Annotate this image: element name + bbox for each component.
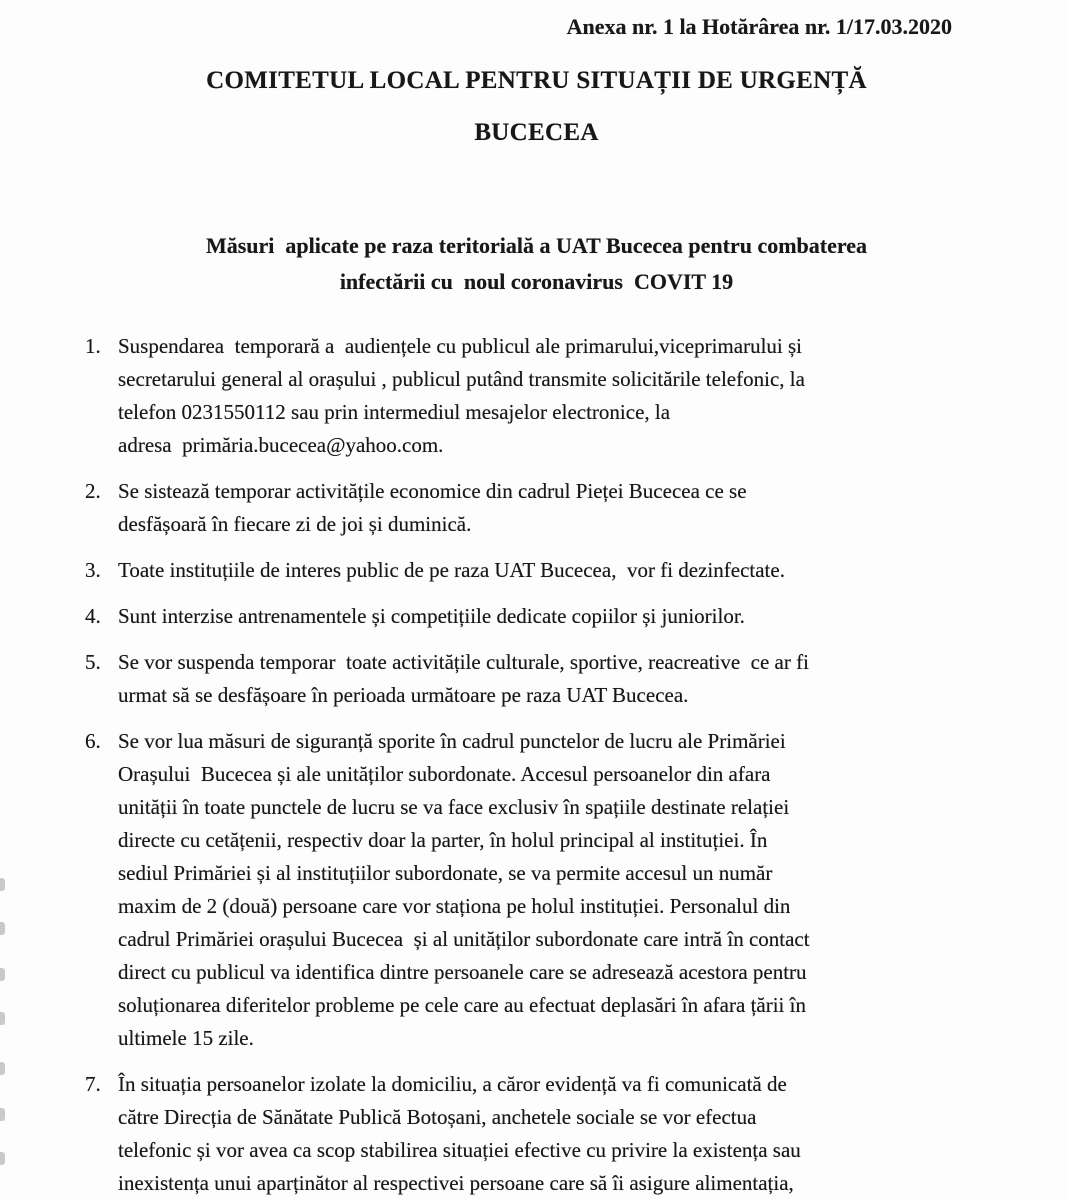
- list-item: [85, 475, 952, 541]
- item-number: 3.: [85, 558, 101, 582]
- item-text: [118, 554, 952, 587]
- item-text: [118, 725, 952, 1055]
- list-item: [85, 554, 952, 587]
- list-item: [85, 1068, 952, 1200]
- item-line: directe cu cetățenii, respectiv doar la parter, în holul principal al instituției. În: [118, 828, 768, 852]
- item-line: inexistența unui aparținător al respectivei persoane care să îi asigure alimentația,: [118, 1171, 794, 1195]
- measures-list: [85, 330, 952, 1200]
- item-line: direct cu publicul va identifica dintre persoanele care se adresează acestora pentru: [118, 960, 807, 984]
- item-text: [118, 646, 952, 712]
- subtitle-line-1: Măsuri aplicate pe raza teritorială a UAT Bucecea pentru combaterea: [205, 233, 868, 258]
- list-item: [85, 725, 952, 1055]
- scan-edge-artifacts: [0, 0, 8, 1200]
- item-line: cadrul Primăriei orașului Bucecea și al unităților subordonate care intră în contact: [118, 927, 810, 951]
- item-line: urmat să se desfășoare în perioada următoare pe raza UAT Bucecea.: [118, 683, 689, 707]
- item-number: 2.: [85, 479, 101, 503]
- item-number: 7.: [85, 1072, 101, 1096]
- item-line: soluționarea diferitelor probleme pe cele care au efectuat deplasări în afara țării în: [118, 993, 806, 1017]
- item-line: ultimele 15 zile.: [118, 1026, 254, 1050]
- item-text: [118, 330, 952, 462]
- item-text: [118, 475, 952, 541]
- item-number: 4.: [85, 604, 101, 628]
- item-line: telefonic și vor avea ca scop stabilirea situației efective cu privire la existența sau: [118, 1138, 801, 1162]
- list-item: [85, 600, 952, 633]
- list-item: [85, 330, 952, 462]
- item-number: 5.: [85, 650, 101, 674]
- measures-subtitle: [85, 228, 952, 300]
- subtitle-line-2: infectării cu noul coronavirus COVIT 19: [339, 269, 734, 294]
- item-number: 1.: [85, 334, 101, 358]
- item-line: către Direcția de Sănătate Publică Botoșani, anchetele sociale se vor efectua: [118, 1105, 757, 1129]
- item-line: telefon 0231550112 sau prin intermediul mesajelor electronice, la: [118, 400, 671, 424]
- item-line: adresa primăria.bucecea@yahoo.com.: [118, 433, 444, 457]
- item-line: În situația persoanelor izolate la domiciliu, a căror evidență va fi comunicată de: [118, 1072, 787, 1096]
- item-line: unității în toate punctele de lucru se va face exclusiv în spațiile destinate relației: [118, 795, 790, 819]
- item-line: Suspendarea temporară a audiențele cu publicul ale primarului,viceprimarului și: [118, 334, 802, 358]
- item-line: secretarului general al orașului , publicul putând transmite solicitările telefonic, la: [118, 367, 805, 391]
- item-line: sediul Primăriei și al instituțiilor subordonate, se va permite accesul un număr: [118, 861, 773, 885]
- item-line: Sunt interzise antrenamentele și competițiile dedicate copiilor și juniorilor.: [118, 604, 745, 628]
- item-text: [118, 600, 952, 633]
- committee-title: COMITETUL LOCAL PENTRU SITUAȚII DE URGENȚĂ: [206, 67, 867, 94]
- item-text: [118, 1068, 952, 1200]
- item-number: 6.: [85, 729, 101, 753]
- annex-reference: Anexa nr. 1 la Hotărârea nr. 1/17.03.2020: [566, 14, 952, 39]
- list-item: [85, 646, 952, 712]
- item-line: Se vor suspenda temporar toate activitățile culturale, sportive, reacreative ce ar fi: [118, 650, 809, 674]
- item-line: Se sistează temporar activitățile economice din cadrul Pieței Bucecea ce se: [118, 479, 747, 503]
- item-line: Toate instituțiile de interes public de pe raza UAT Bucecea, vor fi dezinfectate.: [118, 558, 785, 582]
- item-line: maxim de 2 (două) persoane care vor staționa pe holul instituției. Personalul din: [118, 894, 791, 918]
- item-line: Orașului Bucecea și ale unităților subordonate. Accesul persoanelor din afara: [118, 762, 771, 786]
- item-line: Se vor lua măsuri de siguranță sporite în cadrul punctelor de lucru ale Primăriei: [118, 729, 786, 753]
- item-line: desfășoară în fiecare zi de joi și duminică.: [118, 512, 472, 536]
- locality-title: BUCECEA: [474, 119, 599, 146]
